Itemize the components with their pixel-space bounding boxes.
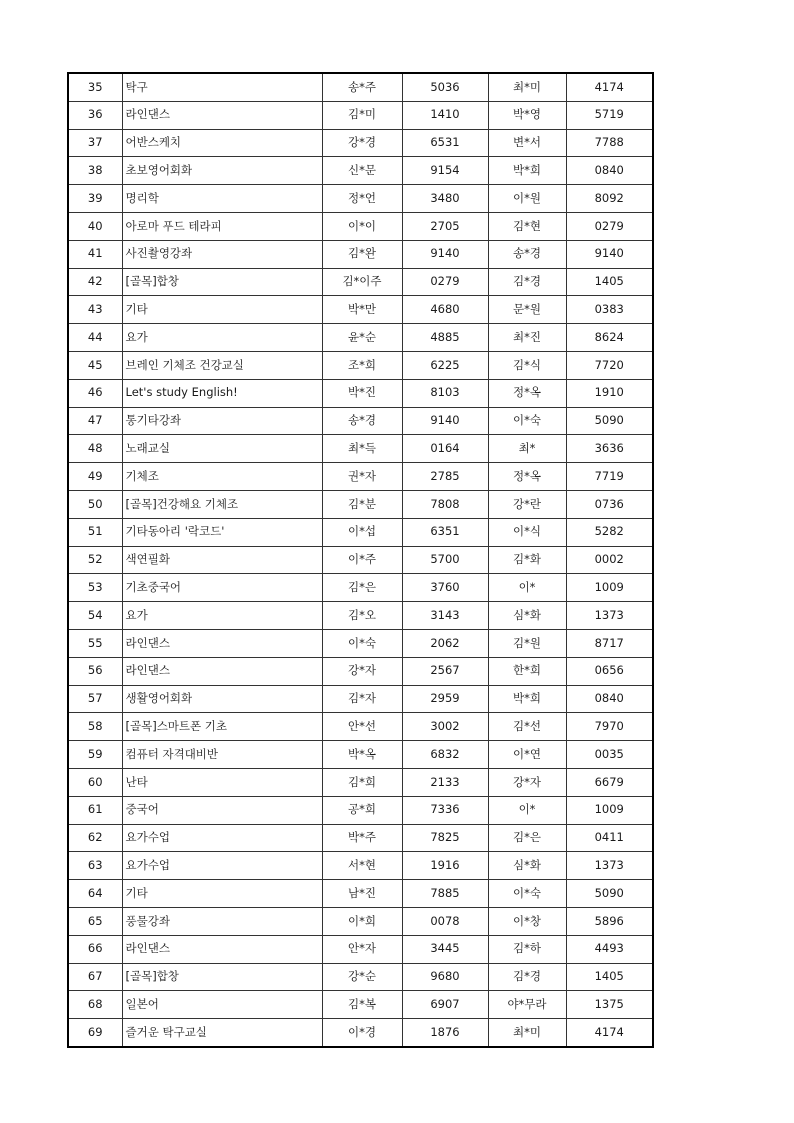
table-row xyxy=(68,741,653,769)
course-name-cell: 어반스케치 xyxy=(122,129,322,157)
row-number-cell: 35 xyxy=(68,73,122,101)
table-row xyxy=(68,240,653,268)
course-name-cell: [골목]건강해요 기체조 xyxy=(122,490,322,518)
course-name-cell: 풍물강좌 xyxy=(122,907,322,935)
leader-phone-cell: 0840 xyxy=(566,157,653,185)
row-number-cell: 37 xyxy=(68,129,122,157)
instructor-phone-cell: 6907 xyxy=(402,991,488,1019)
leader-name-cell: 김*식 xyxy=(488,351,566,379)
leader-phone-cell: 0002 xyxy=(566,546,653,574)
instructor-name-cell: 김*은 xyxy=(322,574,402,602)
leader-name-cell: 심*화 xyxy=(488,852,566,880)
leader-name-cell: 이*연 xyxy=(488,741,566,769)
table-row xyxy=(68,824,653,852)
instructor-name-cell: 이*경 xyxy=(322,1019,402,1047)
course-name-cell: 요가수업 xyxy=(122,852,322,880)
leader-phone-cell: 5090 xyxy=(566,407,653,435)
row-number-cell: 53 xyxy=(68,574,122,602)
course-name-cell: 즐거운 탁구교실 xyxy=(122,1019,322,1047)
course-name-cell: 기타동아리 '락코드' xyxy=(122,518,322,546)
table-row xyxy=(68,768,653,796)
table-row xyxy=(68,852,653,880)
leader-name-cell: 이* xyxy=(488,574,566,602)
row-number-cell: 44 xyxy=(68,324,122,352)
table-row xyxy=(68,157,653,185)
instructor-name-cell: 박*주 xyxy=(322,824,402,852)
table-row xyxy=(68,296,653,324)
leader-name-cell: 김*화 xyxy=(488,546,566,574)
row-number-cell: 47 xyxy=(68,407,122,435)
instructor-phone-cell: 6832 xyxy=(402,741,488,769)
instructor-phone-cell: 7885 xyxy=(402,880,488,908)
row-number-cell: 57 xyxy=(68,685,122,713)
instructor-phone-cell: 6351 xyxy=(402,518,488,546)
leader-name-cell: 이* xyxy=(488,796,566,824)
table-row xyxy=(68,602,653,630)
leader-phone-cell: 5896 xyxy=(566,907,653,935)
leader-name-cell: 정*옥 xyxy=(488,379,566,407)
instructor-phone-cell: 2705 xyxy=(402,212,488,240)
table-row xyxy=(68,935,653,963)
instructor-phone-cell: 9140 xyxy=(402,407,488,435)
row-number-cell: 45 xyxy=(68,351,122,379)
leader-phone-cell: 4174 xyxy=(566,73,653,101)
table-row xyxy=(68,490,653,518)
row-number-cell: 56 xyxy=(68,657,122,685)
row-number-cell: 67 xyxy=(68,963,122,991)
course-name-cell: 라인댄스 xyxy=(122,935,322,963)
table-row xyxy=(68,268,653,296)
course-name-cell: 기타 xyxy=(122,296,322,324)
leader-phone-cell: 1405 xyxy=(566,268,653,296)
instructor-name-cell: 안*선 xyxy=(322,713,402,741)
course-table xyxy=(67,72,654,1048)
row-number-cell: 58 xyxy=(68,713,122,741)
table-row xyxy=(68,629,653,657)
course-name-cell: 노래교실 xyxy=(122,435,322,463)
instructor-phone-cell: 3143 xyxy=(402,602,488,630)
leader-name-cell: 김*은 xyxy=(488,824,566,852)
instructor-phone-cell: 4885 xyxy=(402,324,488,352)
table-row xyxy=(68,991,653,1019)
leader-phone-cell: 3636 xyxy=(566,435,653,463)
instructor-phone-cell: 8103 xyxy=(402,379,488,407)
instructor-name-cell: 안*자 xyxy=(322,935,402,963)
row-number-cell: 40 xyxy=(68,212,122,240)
table-row xyxy=(68,657,653,685)
row-number-cell: 50 xyxy=(68,490,122,518)
course-name-cell: 일본어 xyxy=(122,991,322,1019)
instructor-name-cell: 강*순 xyxy=(322,963,402,991)
course-name-cell: 초보영어회화 xyxy=(122,157,322,185)
leader-name-cell: 송*경 xyxy=(488,240,566,268)
leader-name-cell: 강*자 xyxy=(488,768,566,796)
course-name-cell: 요가수업 xyxy=(122,824,322,852)
instructor-name-cell: 김*희 xyxy=(322,768,402,796)
course-name-cell: 탁구 xyxy=(122,73,322,101)
row-number-cell: 48 xyxy=(68,435,122,463)
instructor-phone-cell: 2567 xyxy=(402,657,488,685)
instructor-phone-cell: 7808 xyxy=(402,490,488,518)
row-number-cell: 43 xyxy=(68,296,122,324)
table-row xyxy=(68,101,653,129)
instructor-phone-cell: 0164 xyxy=(402,435,488,463)
row-number-cell: 42 xyxy=(68,268,122,296)
course-name-cell: 명리학 xyxy=(122,185,322,213)
table-row xyxy=(68,463,653,491)
table-row xyxy=(68,324,653,352)
instructor-name-cell: 이*희 xyxy=(322,907,402,935)
row-number-cell: 41 xyxy=(68,240,122,268)
leader-phone-cell: 0840 xyxy=(566,685,653,713)
instructor-phone-cell: 5700 xyxy=(402,546,488,574)
course-name-cell: 요가 xyxy=(122,602,322,630)
course-name-cell: 색연필화 xyxy=(122,546,322,574)
course-name-cell: 컴퓨터 자격대비반 xyxy=(122,741,322,769)
instructor-name-cell: 이*섭 xyxy=(322,518,402,546)
table-row xyxy=(68,379,653,407)
leader-name-cell: 김*경 xyxy=(488,268,566,296)
leader-name-cell: 한*희 xyxy=(488,657,566,685)
leader-name-cell: 최* xyxy=(488,435,566,463)
leader-name-cell: 김*원 xyxy=(488,629,566,657)
instructor-name-cell: 이*숙 xyxy=(322,629,402,657)
instructor-name-cell: 김*완 xyxy=(322,240,402,268)
instructor-name-cell: 김*복 xyxy=(322,991,402,1019)
instructor-phone-cell: 5036 xyxy=(402,73,488,101)
course-name-cell: 중국어 xyxy=(122,796,322,824)
row-number-cell: 55 xyxy=(68,629,122,657)
course-name-cell: 요가 xyxy=(122,324,322,352)
leader-phone-cell: 7719 xyxy=(566,463,653,491)
leader-name-cell: 박*희 xyxy=(488,157,566,185)
leader-phone-cell: 7970 xyxy=(566,713,653,741)
instructor-phone-cell: 2062 xyxy=(402,629,488,657)
instructor-phone-cell: 1916 xyxy=(402,852,488,880)
instructor-name-cell: 박*옥 xyxy=(322,741,402,769)
row-number-cell: 66 xyxy=(68,935,122,963)
leader-phone-cell: 5282 xyxy=(566,518,653,546)
instructor-name-cell: 조*희 xyxy=(322,351,402,379)
instructor-name-cell: 김*미 xyxy=(322,101,402,129)
leader-name-cell: 이*원 xyxy=(488,185,566,213)
course-name-cell: 아로마 푸드 테라피 xyxy=(122,212,322,240)
course-name-cell: 브레인 기체조 건강교실 xyxy=(122,351,322,379)
table-row xyxy=(68,407,653,435)
instructor-phone-cell: 7336 xyxy=(402,796,488,824)
instructor-name-cell: 김*이주 xyxy=(322,268,402,296)
leader-phone-cell: 5090 xyxy=(566,880,653,908)
instructor-name-cell: 강*자 xyxy=(322,657,402,685)
leader-phone-cell: 1910 xyxy=(566,379,653,407)
table-row xyxy=(68,685,653,713)
instructor-name-cell: 이*이 xyxy=(322,212,402,240)
leader-phone-cell: 7788 xyxy=(566,129,653,157)
course-name-cell: 라인댄스 xyxy=(122,629,322,657)
leader-name-cell: 문*원 xyxy=(488,296,566,324)
instructor-phone-cell: 3002 xyxy=(402,713,488,741)
leader-name-cell: 박*희 xyxy=(488,685,566,713)
leader-phone-cell: 1009 xyxy=(566,574,653,602)
leader-name-cell: 야*무라 xyxy=(488,991,566,1019)
leader-phone-cell: 4493 xyxy=(566,935,653,963)
instructor-phone-cell: 9680 xyxy=(402,963,488,991)
leader-phone-cell: 7720 xyxy=(566,351,653,379)
leader-name-cell: 강*란 xyxy=(488,490,566,518)
table-row xyxy=(68,185,653,213)
instructor-phone-cell: 4680 xyxy=(402,296,488,324)
table-row xyxy=(68,518,653,546)
leader-name-cell: 최*진 xyxy=(488,324,566,352)
table-row xyxy=(68,880,653,908)
row-number-cell: 69 xyxy=(68,1019,122,1047)
instructor-name-cell: 김*오 xyxy=(322,602,402,630)
leader-name-cell: 정*옥 xyxy=(488,463,566,491)
leader-phone-cell: 8624 xyxy=(566,324,653,352)
row-number-cell: 54 xyxy=(68,602,122,630)
instructor-name-cell: 박*진 xyxy=(322,379,402,407)
instructor-name-cell: 권*자 xyxy=(322,463,402,491)
row-number-cell: 59 xyxy=(68,741,122,769)
leader-name-cell: 최*미 xyxy=(488,1019,566,1047)
table-row xyxy=(68,129,653,157)
leader-phone-cell: 1009 xyxy=(566,796,653,824)
instructor-phone-cell: 3445 xyxy=(402,935,488,963)
row-number-cell: 52 xyxy=(68,546,122,574)
leader-phone-cell: 1373 xyxy=(566,602,653,630)
instructor-name-cell: 김*자 xyxy=(322,685,402,713)
table-row xyxy=(68,351,653,379)
instructor-name-cell: 송*경 xyxy=(322,407,402,435)
leader-name-cell: 변*서 xyxy=(488,129,566,157)
leader-name-cell: 이*식 xyxy=(488,518,566,546)
instructor-name-cell: 김*분 xyxy=(322,490,402,518)
course-name-cell: [골목]합창 xyxy=(122,268,322,296)
row-number-cell: 46 xyxy=(68,379,122,407)
course-table-body xyxy=(68,73,653,1047)
instructor-name-cell: 윤*순 xyxy=(322,324,402,352)
leader-phone-cell: 0279 xyxy=(566,212,653,240)
instructor-name-cell: 박*만 xyxy=(322,296,402,324)
instructor-phone-cell: 2959 xyxy=(402,685,488,713)
leader-name-cell: 이*숙 xyxy=(488,407,566,435)
course-name-cell: 사진촬영강좌 xyxy=(122,240,322,268)
table-row xyxy=(68,963,653,991)
instructor-phone-cell: 0279 xyxy=(402,268,488,296)
row-number-cell: 60 xyxy=(68,768,122,796)
instructor-name-cell: 이*주 xyxy=(322,546,402,574)
row-number-cell: 36 xyxy=(68,101,122,129)
instructor-phone-cell: 2785 xyxy=(402,463,488,491)
course-name-cell: 통기타강좌 xyxy=(122,407,322,435)
leader-phone-cell: 0383 xyxy=(566,296,653,324)
leader-phone-cell: 0035 xyxy=(566,741,653,769)
row-number-cell: 63 xyxy=(68,852,122,880)
course-name-cell: 기체조 xyxy=(122,463,322,491)
instructor-phone-cell: 7825 xyxy=(402,824,488,852)
leader-name-cell: 김*현 xyxy=(488,212,566,240)
leader-phone-cell: 1373 xyxy=(566,852,653,880)
row-number-cell: 39 xyxy=(68,185,122,213)
row-number-cell: 49 xyxy=(68,463,122,491)
leader-phone-cell: 5719 xyxy=(566,101,653,129)
instructor-name-cell: 정*언 xyxy=(322,185,402,213)
leader-phone-cell: 1375 xyxy=(566,991,653,1019)
instructor-phone-cell: 3760 xyxy=(402,574,488,602)
instructor-name-cell: 신*문 xyxy=(322,157,402,185)
leader-name-cell: 김*하 xyxy=(488,935,566,963)
course-name-cell: [골목]합창 xyxy=(122,963,322,991)
table-row xyxy=(68,1019,653,1047)
leader-phone-cell: 8717 xyxy=(566,629,653,657)
leader-phone-cell: 4174 xyxy=(594,1024,624,1039)
table-row xyxy=(68,907,653,935)
instructor-phone-cell: 0078 xyxy=(402,907,488,935)
course-name-cell: 라인댄스 xyxy=(122,101,322,129)
leader-phone-cell: 8092 xyxy=(566,185,653,213)
instructor-name-cell: 최*득 xyxy=(322,435,402,463)
instructor-name-cell: 서*현 xyxy=(322,852,402,880)
instructor-phone-cell: 9140 xyxy=(402,240,488,268)
leader-phone-cell: 1405 xyxy=(566,963,653,991)
course-name-cell: 생활영어회화 xyxy=(122,685,322,713)
leader-name-cell: 최*미 xyxy=(488,73,566,101)
leader-name-cell: 박*영 xyxy=(488,101,566,129)
instructor-phone-cell: 6531 xyxy=(402,129,488,157)
row-number-cell: 61 xyxy=(68,796,122,824)
row-number-cell: 62 xyxy=(68,824,122,852)
row-number-cell: 38 xyxy=(68,157,122,185)
leader-name-cell: 김*선 xyxy=(488,713,566,741)
course-name-cell: 기타 xyxy=(122,880,322,908)
row-number-cell: 64 xyxy=(68,880,122,908)
course-name-cell: Let's study English! xyxy=(122,379,322,407)
leader-name-cell: 이*창 xyxy=(488,907,566,935)
leader-phone-cell: 6679 xyxy=(566,768,653,796)
leader-phone-cell: 9140 xyxy=(566,240,653,268)
instructor-name-cell: 송*주 xyxy=(322,73,402,101)
instructor-phone-cell: 2133 xyxy=(402,768,488,796)
row-number-cell: 51 xyxy=(68,518,122,546)
instructor-phone-cell: 6225 xyxy=(402,351,488,379)
table-row xyxy=(68,796,653,824)
table-row xyxy=(68,574,653,602)
instructor-phone-cell: 1876 xyxy=(402,1019,488,1047)
leader-phone-cell: 0656 xyxy=(566,657,653,685)
course-name-cell: 기초중국어 xyxy=(122,574,322,602)
course-name-cell: [골목]스마트폰 기초 xyxy=(122,713,322,741)
leader-name-cell: 이*숙 xyxy=(488,880,566,908)
course-name-cell: 난타 xyxy=(122,768,322,796)
instructor-name-cell: 공*희 xyxy=(322,796,402,824)
instructor-phone-cell: 9154 xyxy=(402,157,488,185)
table-row xyxy=(68,73,653,101)
table-row xyxy=(68,546,653,574)
table-row xyxy=(68,212,653,240)
leader-phone-cell: 0736 xyxy=(566,490,653,518)
leader-phone-cell: 0411 xyxy=(566,824,653,852)
row-number-cell: 65 xyxy=(68,907,122,935)
instructor-phone-cell: 1410 xyxy=(402,101,488,129)
course-name-cell: 라인댄스 xyxy=(122,657,322,685)
instructor-phone-cell: 3480 xyxy=(402,185,488,213)
instructor-name-cell: 강*경 xyxy=(322,129,402,157)
row-number-cell: 68 xyxy=(68,991,122,1019)
table-row xyxy=(68,435,653,463)
leader-name-cell: 김*경 xyxy=(488,963,566,991)
table-row xyxy=(68,713,653,741)
leader-name-cell: 심*화 xyxy=(488,602,566,630)
instructor-name-cell: 남*진 xyxy=(322,880,402,908)
